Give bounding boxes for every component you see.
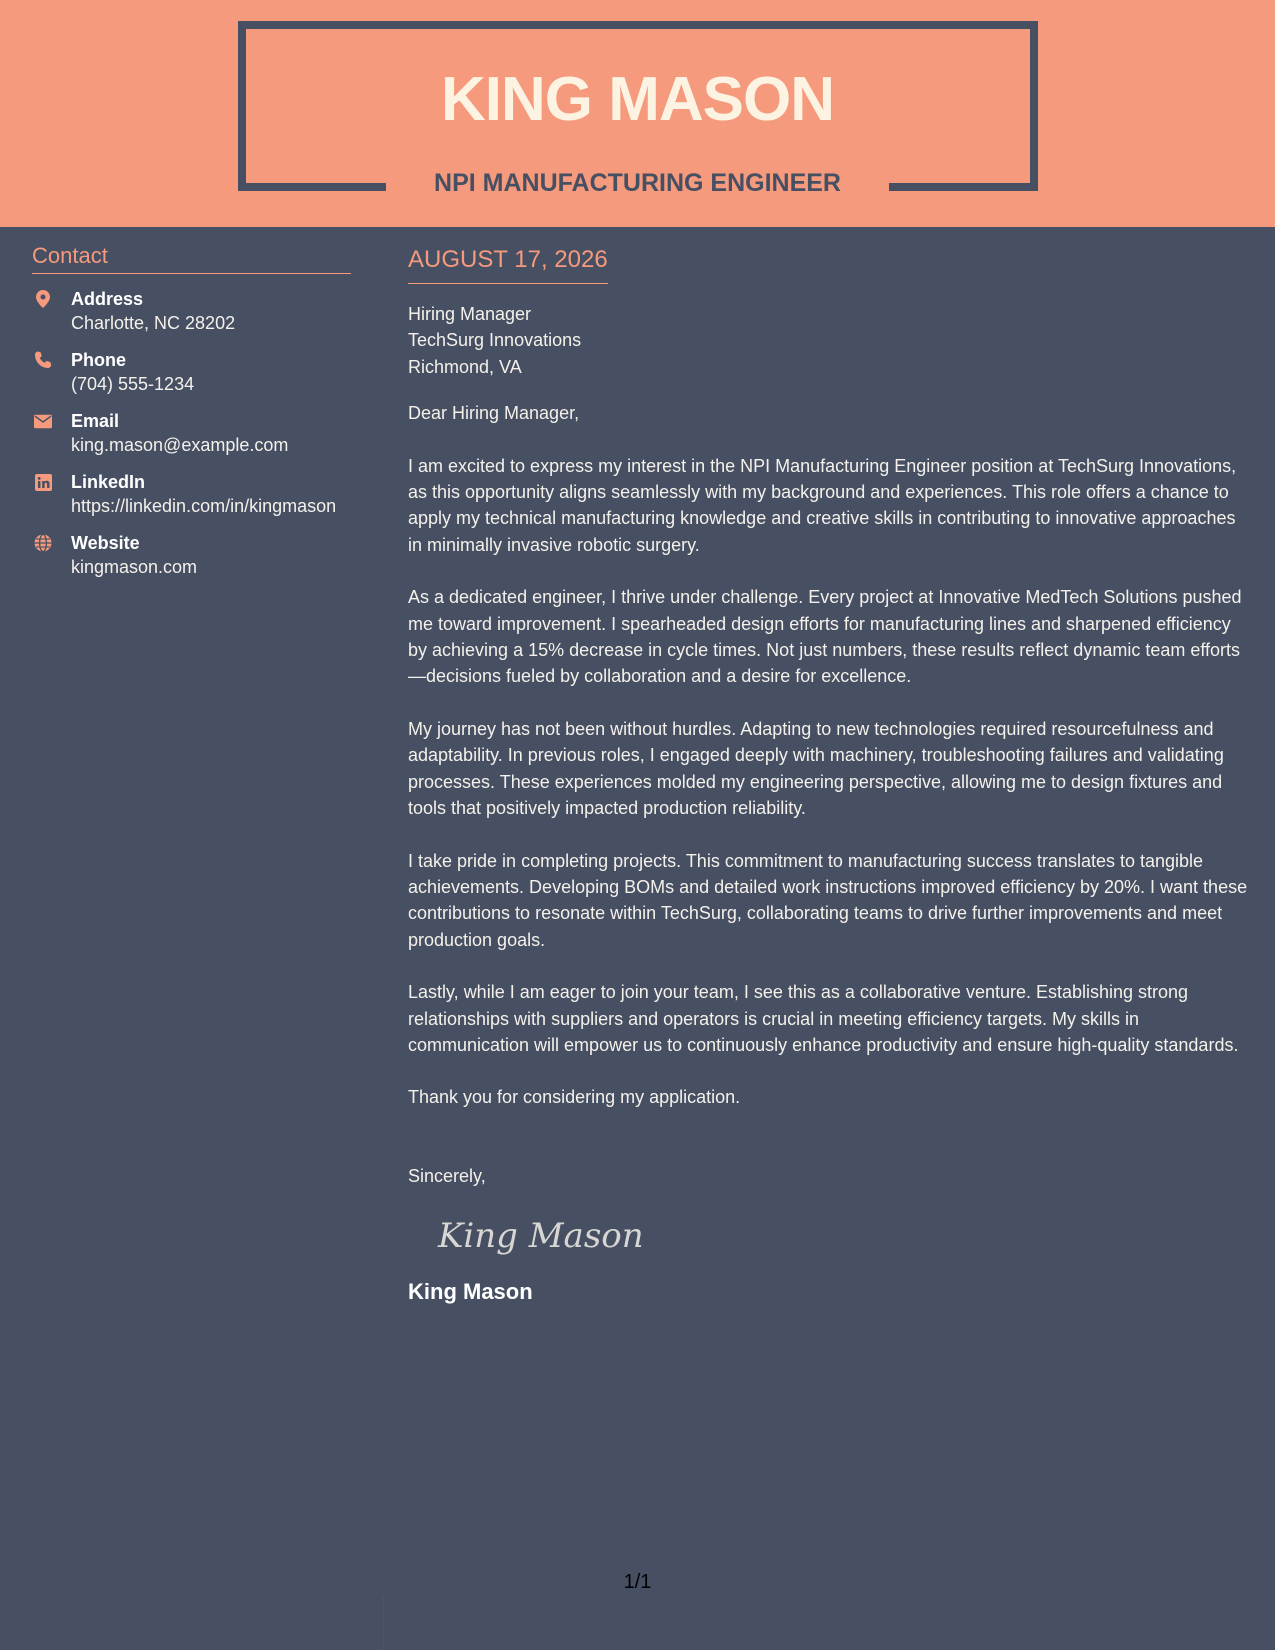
contact-item-linkedin — [32, 470, 351, 518]
contact-item-address — [32, 287, 351, 335]
contact-item-email — [32, 409, 351, 457]
contact-label: Website — [71, 533, 140, 553]
linkedin-icon — [34, 473, 52, 491]
contact-label: Email — [71, 411, 120, 431]
job-title: NPI MANUFACTURING ENGINEER — [434, 169, 841, 197]
body-paragraph: I take pride in completing projects. This commitment to manufacturing success translates to tangible achievements. Developing BOMs and detailed work instructions improved efficiency by 20%. I want these contributions to resonate within TechSurg, collaborating teams to drive further improvements and meet production goals. — [408, 850, 1248, 950]
recipient-block — [408, 301, 1250, 380]
page-number: 1/1 — [623, 1571, 652, 1593]
contact-value[interactable]: https://linkedin.com/in/kingmason — [71, 496, 337, 516]
handwritten-signature: King Mason — [438, 1216, 644, 1257]
recipient-company: TechSurg Innovations — [408, 330, 582, 351]
closing-salutation: Sincerely, — [408, 1165, 486, 1186]
envelope-icon — [34, 412, 52, 430]
contact-label: Address — [71, 289, 144, 309]
applicant-name: KING MASON — [441, 65, 834, 134]
globe-icon — [34, 534, 52, 552]
greeting: Dear Hiring Manager, — [408, 403, 580, 424]
recipient-title: Hiring Manager — [408, 304, 532, 324]
contact-item-phone — [32, 348, 351, 396]
recipient-location: Richmond, VA — [408, 356, 522, 377]
body-paragraph: As a dedicated engineer, I thrive under challenge. Every project at Innovative MedTech Solutions pushed me toward improvement. I spearheaded design efforts for manufacturing lines and sharpened efficiency by achieving a 15% decrease in cycle times. Not just numbers, these results reflect dynamic team efforts—decisions fueled by collaboration and a desire for excellence. — [408, 587, 1242, 687]
contact-heading: Contact — [32, 243, 351, 274]
contact-sidebar — [32, 243, 351, 579]
header-frame-top — [238, 21, 1038, 29]
body-paragraph: Lastly, while I am eager to join your team, I see this as a collaborative venture. Establishing strong relationships with suppliers and operators is crucial in meeting efficiency targets. My skills in communication will empower us to continuously enhance productivity and ensure high-quality standards. — [408, 982, 1239, 1055]
closing-thanks: Thank you for considering my application. — [408, 1087, 741, 1108]
contact-value: Charlotte, NC 28202 — [71, 313, 236, 333]
body-paragraph: My journey has not been without hurdles. Adapting to new technologies required resourcefulness and adaptability. In previous roles, I engaged deeply with machinery, troubleshooting failures and validating processes. These experiences molded my engineering perspective, allowing me to design fixtures and tools that positively impacted production reliability. — [408, 718, 1224, 819]
phone-icon — [34, 351, 52, 369]
contact-item-website — [32, 531, 351, 579]
contact-value[interactable]: king.mason@example.com — [71, 435, 289, 455]
contact-label: Phone — [71, 350, 127, 370]
letter-date: AUGUST 17, 2026 — [408, 243, 608, 284]
column-divider — [383, 1595, 384, 1650]
signer-name: King Mason — [408, 1279, 533, 1305]
map-pin-icon — [34, 290, 52, 308]
header-banner — [0, 0, 1275, 227]
contact-value[interactable]: kingmason.com — [71, 557, 198, 577]
body-paragraph: I am excited to express my interest in the NPI Manufacturing Engineer position at TechSurg Innovations, as this opportunity aligns seamlessly with my background and experiences. This role offers a chance to apply my technical manufacturing knowledge and creative skills in contributing to innovative approaches in minimally invasive robotic surgery. — [408, 455, 1237, 555]
contact-value: (704) 555-1234 — [71, 374, 195, 394]
letter-body — [408, 243, 1250, 1307]
contact-label: LinkedIn — [71, 472, 146, 492]
